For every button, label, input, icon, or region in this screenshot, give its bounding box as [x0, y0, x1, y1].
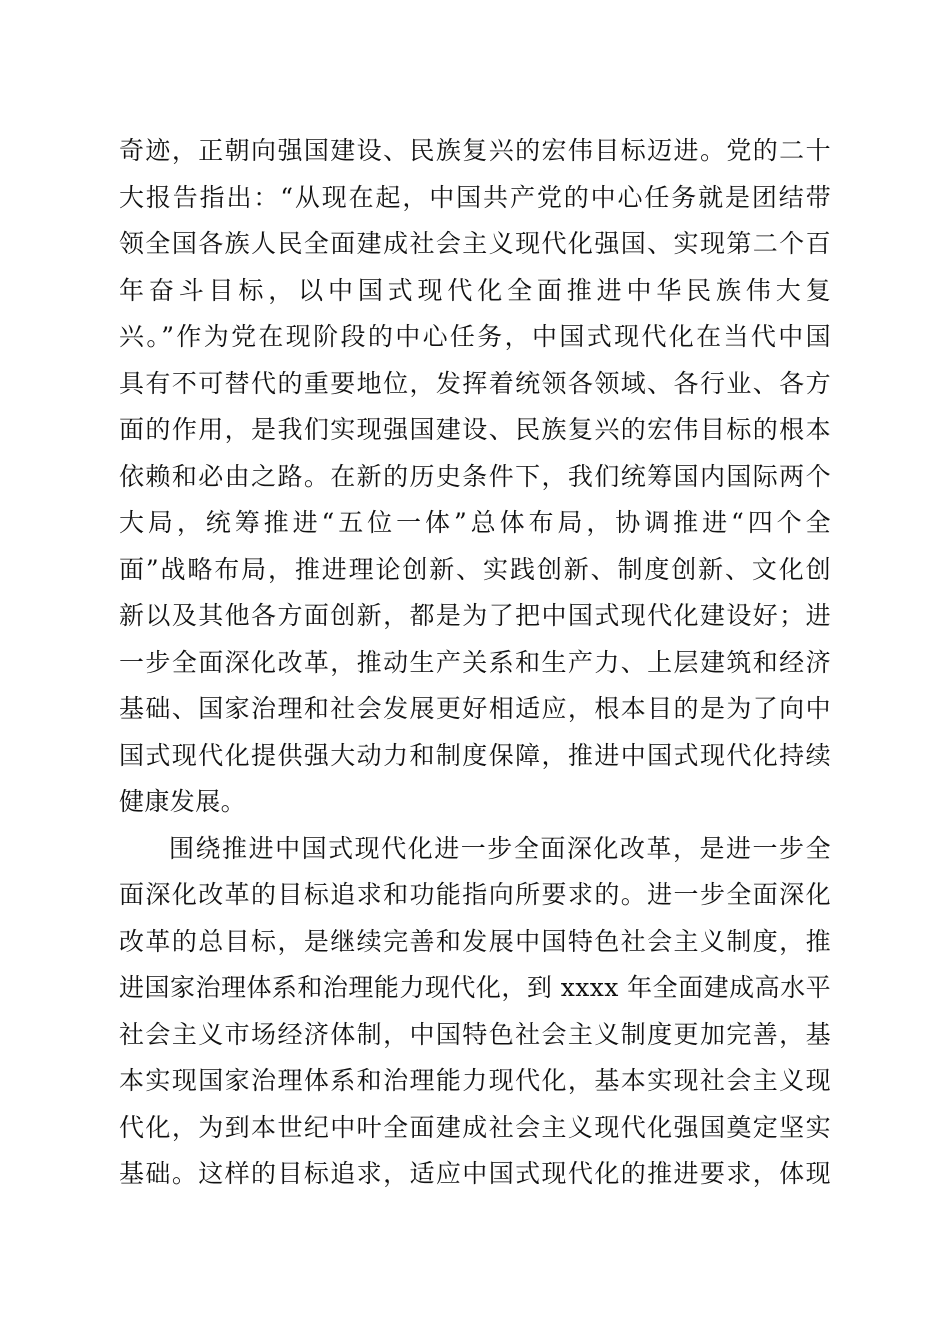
text-line: 一步全面深化改革，推动生产关系和生产力、上层建筑和经济	[119, 647, 831, 677]
text-line: 依赖和必由之路。在新的历史条件下，我们统筹国内国际两个	[119, 461, 831, 491]
text-line: 代化，为到本世纪中叶全面建成社会主义现代化强国奠定坚实	[119, 1112, 831, 1142]
paragraph-2	[119, 826, 831, 1198]
text-line: 围绕推进中国式现代化进一步全面深化改革，是进一步全	[169, 833, 831, 863]
paragraph-1	[119, 128, 831, 826]
text-line: 面”战略布局，推进理论创新、实践创新、制度创新、文化创	[119, 554, 831, 584]
text-line: 大报告指出：“从现在起，中国共产党的中心任务就是团结带	[119, 182, 831, 212]
text-line: 面的作用，是我们实现强国建设、民族复兴的宏伟目标的根本	[119, 415, 831, 444]
text-line: 国式现代化提供强大动力和制度保障，推进中国式现代化持续	[119, 740, 831, 770]
text-line: 面深化改革的目标追求和功能指向所要求的。进一步全面深化	[119, 880, 831, 909]
text-line: 本实现国家治理体系和治理能力现代化，基本实现社会主义现	[119, 1066, 831, 1095]
text-line: 改革的总目标，是继续完善和发展中国特色社会主义制度，推	[119, 926, 831, 956]
text-line: 大局，统筹推进“五位一体”总体布局，协调推进“四个全	[119, 508, 831, 537]
text-line: 新以及其他各方面创新，都是为了把中国式现代化建设好；进	[119, 601, 831, 630]
body-text	[119, 128, 831, 1198]
text-line: 基础、国家治理和社会发展更好相适应，根本目的是为了向中	[119, 694, 831, 723]
text-line: 社会主义市场经济体制，中国特色社会主义制度更加完善，基	[119, 1019, 831, 1049]
text-line: 健康发展。	[119, 787, 247, 816]
text-line: 兴。”作为党在现阶段的中心任务，中国式现代化在当代中国	[119, 322, 831, 351]
text-line: 基础。这样的目标追求，适应中国式现代化的推进要求，体现	[119, 1159, 831, 1188]
text-line: 进国家治理体系和治理能力现代化，到 xxxx 年全面建成高水平	[119, 973, 831, 1002]
text-line: 年奋斗目标，以中国式现代化全面推进中华民族伟大复	[119, 275, 831, 305]
text-line: 具有不可替代的重要地位，发挥着统领各领域、各行业、各方	[119, 368, 831, 398]
text-line: 奇迹，正朝向强国建设、民族复兴的宏伟目标迈进。党的二十	[119, 136, 831, 165]
text-line: 领全国各族人民全面建成社会主义现代化强国、实现第二个百	[119, 229, 831, 258]
